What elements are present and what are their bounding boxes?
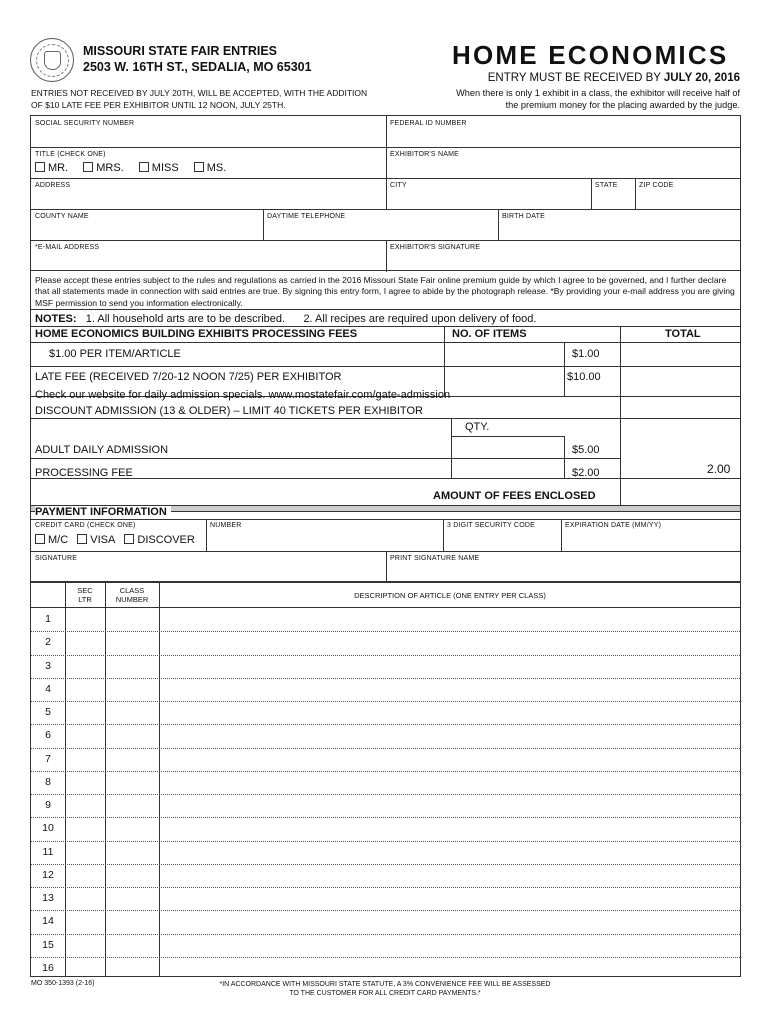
security-code-field[interactable]: [444, 520, 561, 551]
exhibitor-name-label: EXHIBITOR'S NAME: [390, 151, 459, 158]
state-label: STATE: [595, 182, 618, 189]
sec-ltr-cell[interactable]: [66, 887, 105, 909]
class-number-cell[interactable]: [106, 934, 159, 956]
adult-admission-label: ADULT DAILY ADMISSION: [35, 444, 169, 456]
class-number-cell[interactable]: [106, 771, 159, 793]
class-number-cell[interactable]: [106, 701, 159, 723]
org-name: MISSOURI STATE FAIR ENTRIES: [83, 44, 277, 58]
payment-section-title: PAYMENT INFORMATION: [35, 506, 171, 518]
processing-fee-price: $2.00: [572, 467, 600, 479]
amount-enclosed-field[interactable]: [621, 479, 741, 505]
class-number-cell[interactable]: [106, 957, 159, 979]
description-cell[interactable]: [160, 631, 740, 653]
description-cell[interactable]: [160, 934, 740, 956]
description-cell[interactable]: [160, 701, 740, 723]
single-exhibit-note: When there is only 1 exhibit in a class, the exhibitor will receive half of the premium money for the placing awarded by the judge.: [456, 88, 740, 110]
payment-section: [30, 506, 741, 582]
late-fee-price: $10.00: [567, 371, 601, 383]
late-entry-note: ENTRIES NOT RECEIVED BY JULY 20TH, WILL BE ACCEPTED, WITH THE ADDITION OF $10 LATE FEE PER EXHIBITOR UNTIL 12 NOON, JULY 25TH.: [31, 88, 368, 110]
sec-ltr-cell[interactable]: [66, 701, 105, 723]
class-number-cell[interactable]: [106, 794, 159, 816]
description-cell[interactable]: [160, 841, 740, 863]
amount-enclosed-label: AMOUNT OF FEES ENCLOSED: [433, 490, 596, 502]
entry-deadline: ENTRY MUST BE RECEIVED BY JULY 20, 2016: [487, 72, 740, 84]
zip-field[interactable]: [636, 179, 742, 209]
class-number-cell[interactable]: [106, 864, 159, 886]
card-mc-checkbox[interactable]: [35, 534, 45, 544]
row-number: 15: [42, 938, 54, 951]
fees-section: [30, 310, 741, 506]
class-number-cell[interactable]: [106, 910, 159, 932]
description-cell[interactable]: [160, 655, 740, 677]
sec-ltr-cell[interactable]: [66, 910, 105, 932]
state-field[interactable]: [592, 179, 635, 209]
row-number: 6: [45, 729, 51, 742]
birth-date-label: BIRTH DATE: [502, 213, 545, 220]
row-number: 14: [42, 915, 54, 928]
description-cell[interactable]: [160, 771, 740, 793]
sec-ltr-cell[interactable]: [66, 678, 105, 700]
class-number-cell[interactable]: [106, 841, 159, 863]
row-number: 11: [42, 845, 54, 858]
notes: NOTES: 1. All household arts are to be described. 2. All recipes are required upon delivery of food.: [35, 313, 537, 325]
title-ms-checkbox[interactable]: [194, 162, 204, 172]
row-number: 7: [45, 752, 51, 765]
adult-admission-price: $5.00: [572, 444, 600, 456]
city-field[interactable]: [387, 179, 591, 209]
declaration-box: [30, 271, 741, 310]
daytime-phone-label: DAYTIME TELEPHONE: [267, 213, 346, 220]
sec-ltr-cell[interactable]: [66, 771, 105, 793]
credit-card-label: CREDIT CARD (CHECK ONE): [35, 522, 136, 529]
card-discover-checkbox[interactable]: [124, 534, 134, 544]
sec-ltr-cell[interactable]: [66, 655, 105, 677]
print-signature-field[interactable]: [387, 552, 742, 582]
expiration-field[interactable]: [562, 520, 742, 551]
sec-ltr-cell[interactable]: [66, 794, 105, 816]
exhibitor-signature-label: EXHIBITOR'S SIGNATURE: [390, 244, 481, 251]
per-item-label: $1.00 PER ITEM/ARTICLE: [49, 348, 181, 360]
class-number-cell[interactable]: [106, 631, 159, 653]
federal-id-label: FEDERAL ID NUMBER: [390, 120, 467, 127]
description-cell[interactable]: [160, 887, 740, 909]
birth-date-field[interactable]: [499, 210, 742, 240]
row-number: 9: [45, 799, 51, 811]
row-number: 1: [45, 613, 51, 625]
print-signature-label: PRINT SIGNATURE NAME: [390, 555, 480, 562]
sec-ltr-cell[interactable]: [66, 724, 105, 746]
class-number-cell[interactable]: [106, 678, 159, 700]
description-cell[interactable]: [160, 794, 740, 816]
declaration-text: Please accept these entries subject to the rules and regulations as carried in the 2016 Missouri State Fair online premium guide by which I agree to be governed, and I further declare that all statements made in connection with said entries are true. By signing this entry form, I agree to abide by the photograph release. *By providing your e-mail address you are giving MSF permission to send you information electronically.: [35, 275, 735, 308]
description-cell[interactable]: [160, 724, 740, 746]
row-number: 10: [42, 822, 54, 835]
description-cell[interactable]: [160, 864, 740, 886]
city-label: CITY: [390, 182, 407, 189]
sec-ltr-cell[interactable]: [66, 608, 105, 630]
processing-fee-total: 2.00: [707, 462, 731, 476]
exhibitor-info-section: [30, 115, 741, 271]
description-cell[interactable]: [160, 957, 740, 979]
row-number: 12: [42, 868, 54, 881]
state-seal-logo: [30, 38, 74, 82]
footer-note: *IN ACCORDANCE WITH MISSOURI STATE STATUTE, A 3% CONVENIENCE FEE WILL BE ASSESSED TO THE CUSTOMER FOR ALL CREDIT CARD PAYMENTS.*: [219, 981, 551, 997]
description-cell[interactable]: [160, 910, 740, 932]
adult-total-field[interactable]: [621, 437, 741, 458]
form-code: MO 350-1393 (2-16): [31, 980, 95, 987]
description-cell[interactable]: [160, 748, 740, 770]
item-count-field[interactable]: [445, 343, 564, 366]
exhibitor-name-field[interactable]: [387, 148, 742, 178]
sec-ltr-cell[interactable]: [66, 748, 105, 770]
title-options: MR. MRS. MISS MS.: [35, 162, 238, 174]
description-cell[interactable]: [160, 608, 740, 630]
title-mr-checkbox[interactable]: [35, 162, 45, 172]
address-field[interactable]: [31, 179, 386, 209]
sec-ltr-cell[interactable]: [66, 631, 105, 653]
total-header: TOTAL: [665, 328, 701, 340]
sec-ltr-cell[interactable]: [66, 957, 105, 979]
item-total-field[interactable]: [621, 343, 741, 366]
processing-fee-label: PROCESSING FEE: [35, 467, 133, 479]
card-visa-checkbox[interactable]: [77, 534, 87, 544]
description-cell[interactable]: [160, 678, 740, 700]
row-number: 16: [42, 961, 54, 974]
org-address: 2503 W. 16TH ST., SEDALIA, MO 65301: [83, 60, 312, 74]
no-of-items-header: NO. OF ITEMS: [452, 328, 527, 340]
sec-ltr-cell[interactable]: [66, 934, 105, 956]
title-check-label: TITLE (CHECK ONE): [35, 151, 106, 158]
adult-qty-field[interactable]: [452, 437, 564, 458]
title-mrs-checkbox[interactable]: [83, 162, 93, 172]
qty-header: QTY.: [465, 421, 490, 433]
discount-note: DISCOUNT ADMISSION (13 & OLDER) – LIMIT 40 TICKETS PER EXHIBITOR: [35, 405, 423, 417]
payment-signature-label: SIGNATURE: [35, 555, 78, 562]
daytime-phone-field[interactable]: [264, 210, 498, 240]
row-number: 2: [45, 636, 51, 649]
description-cell[interactable]: [160, 817, 740, 839]
security-code-label: 3 DIGIT SECURITY CODE: [447, 522, 535, 529]
class-number-header: CLASS NUMBER: [115, 586, 149, 604]
ssn-field[interactable]: [31, 116, 386, 147]
sec-ltr-cell[interactable]: [66, 864, 105, 886]
class-number-cell[interactable]: [106, 608, 159, 630]
class-number-cell[interactable]: [106, 817, 159, 839]
expiration-label: EXPIRATION DATE (MM/YY): [565, 522, 662, 529]
description-header: DESCRIPTION OF ARTICLE (ONE ENTRY PER CLASS): [354, 591, 546, 600]
sec-ltr-cell[interactable]: [66, 817, 105, 839]
items-table: [30, 582, 741, 977]
per-item-price: $1.00: [572, 348, 600, 360]
email-label: *E-MAIL ADDRESS: [35, 244, 100, 251]
class-number-cell[interactable]: [106, 748, 159, 770]
items-table-header: [31, 583, 740, 608]
card-number-label: NUMBER: [210, 522, 242, 529]
fees-section-title: HOME ECONOMICS BUILDING EXHIBITS PROCESSING FEES: [35, 328, 358, 340]
row-number: 13: [42, 892, 54, 904]
county-label: COUNTY NAME: [35, 213, 89, 220]
row-number: 8: [45, 775, 51, 788]
payment-signature-field[interactable]: [31, 552, 386, 582]
county-field[interactable]: [31, 210, 263, 240]
card-options: M/C VISA DISCOVER: [35, 534, 207, 546]
federal-id-field[interactable]: [387, 116, 742, 147]
title-miss-checkbox[interactable]: [139, 162, 149, 172]
class-number-cell[interactable]: [106, 724, 159, 746]
sec-ltr-header: SEC LTR: [77, 586, 93, 604]
class-number-cell[interactable]: [106, 887, 159, 909]
late-fee-total-field[interactable]: [621, 367, 741, 396]
row-number: 5: [45, 706, 51, 718]
ssn-label: SOCIAL SECURITY NUMBER: [35, 120, 135, 127]
row-number: 3: [45, 659, 51, 672]
exhibitor-signature-field[interactable]: [387, 241, 742, 272]
class-number-cell[interactable]: [106, 655, 159, 677]
page-title: HOME ECONOMICS: [452, 40, 729, 70]
sec-ltr-cell[interactable]: [66, 841, 105, 863]
address-label: ADDRESS: [35, 182, 71, 189]
late-fee-label: LATE FEE (RECEIVED 7/20-12 NOON 7/25) PER EXHIBITOR: [35, 371, 342, 383]
zip-label: ZIP CODE: [639, 182, 674, 189]
email-field[interactable]: [31, 241, 386, 272]
row-number: 4: [45, 682, 51, 695]
card-number-field[interactable]: [207, 520, 443, 551]
website-note: Check our website for daily admission specials. www.mostatefair.com/gate-admission: [35, 389, 451, 401]
